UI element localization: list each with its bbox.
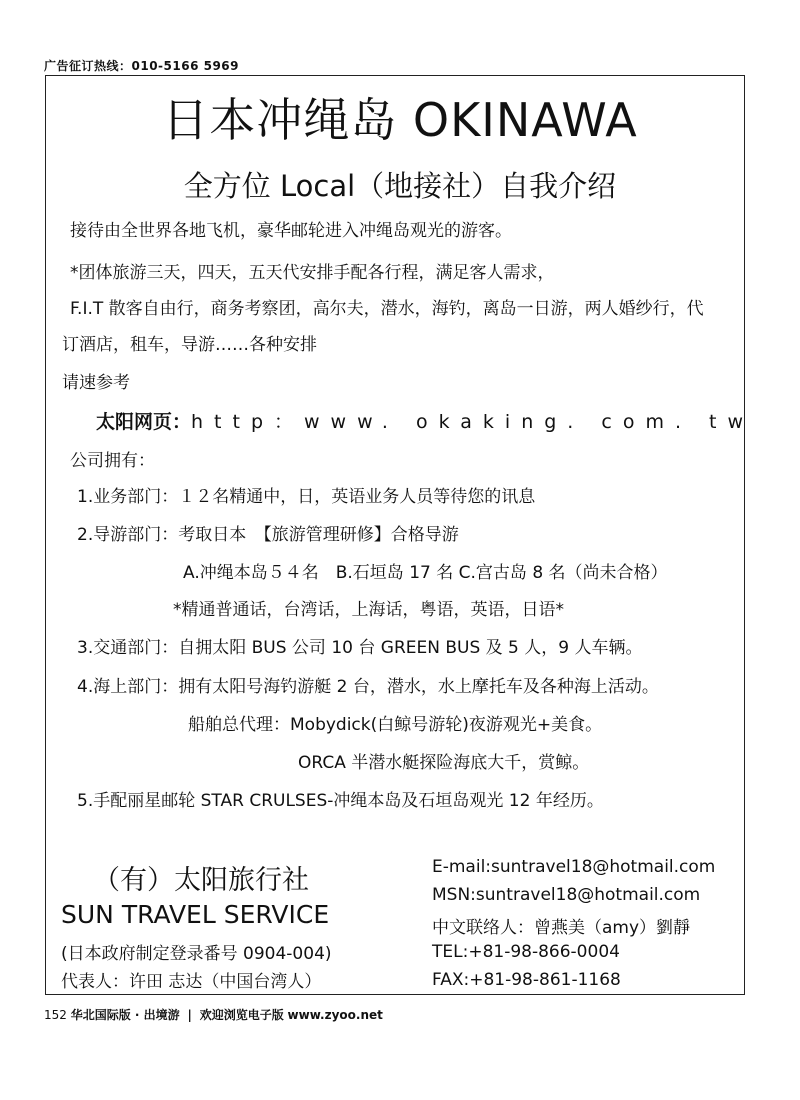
intro-line-4: 订酒店，租车，导游……各种安排: [62, 335, 317, 355]
website-label: 太阳网页：: [96, 411, 192, 433]
website-line: [96, 411, 754, 434]
magazine-name: 华北国际版 · 出境游: [70, 1008, 180, 1022]
dept-guide-languages: *精通普通话，台湾话，上海话，粤语，英语，日语*: [173, 600, 564, 620]
contact-fax: FAX:+81-98-861-1168: [432, 970, 621, 990]
dept-sales: 1.业务部门：１２名精通中，日，英语业务人员等待您的讯息: [77, 487, 536, 507]
footer-separator: |: [187, 1008, 192, 1022]
page-number: 152: [44, 1008, 67, 1022]
contact-msn[interactable]: MSN:suntravel18@hotmail.com: [432, 885, 701, 905]
ad-hotline: 广告征订热线：010-5166 5969: [44, 59, 240, 73]
contact-tel[interactable]: TEL:+81-98-866-0004: [432, 942, 620, 962]
website-link[interactable]: http：www. okaking. com. tw: [191, 411, 755, 433]
page-title: 日本冲绳岛 OKINAWA: [162, 93, 638, 147]
intro-line-2: *团体旅游三天，四天，五天代安排手配各行程，满足客人需求，: [70, 263, 555, 283]
company-name-en: SUN TRAVEL SERVICE: [61, 900, 330, 929]
dept-marine-agent: 船舶总代理：Mobydick(白鲸号游轮)夜游观光+美食。: [188, 715, 603, 735]
contact-person: 中文联络人：曾燕美（amy）劉靜: [432, 918, 691, 938]
footer-slogan: 欢迎浏览电子版: [199, 1008, 284, 1022]
dept-cruise: 5.手配丽星邮轮 STAR CRULSES-冲绳本岛及石垣岛观光 12 年经历。: [77, 791, 604, 811]
dept-marine-orca: ORCA 半潜水艇探险海底大千，赏鲸。: [298, 753, 590, 773]
page-footer: [44, 1006, 383, 1023]
intro-line-1: 接待由全世界各地飞机，豪华邮轮进入冲绳岛观光的游客。: [70, 221, 512, 241]
page-subtitle: 全方位 Local（地接社）自我介绍: [183, 169, 617, 203]
company-registration: (日本政府制定登录番号 0904-004): [61, 944, 332, 964]
intro-line-3: F.I.T 散客自由行，商务考察团，高尔夫，潜水，海钓，离岛一日游，两人婚纱行，代: [70, 299, 704, 319]
dept-marine: 4.海上部门：拥有太阳号海钓游艇 2 台，潜水，水上摩托车及各种海上活动。: [77, 677, 659, 697]
footer-website-link[interactable]: www.zyoo.net: [287, 1008, 383, 1022]
dept-guide-counts: A.冲绳本岛５４名 B.石垣岛 17 名 C.宫古岛 8 名（尚未合格）: [183, 563, 668, 583]
company-has-heading: 公司拥有：: [70, 451, 155, 471]
company-representative: 代表人：许田 志达（中国台湾人）: [61, 972, 322, 992]
dept-guide: 2.导游部门：考取日本 【旅游管理研修】合格导游: [77, 525, 459, 545]
contact-email[interactable]: E-mail:suntravel18@hotmail.com: [432, 857, 716, 877]
company-name-cn: （有）太阳旅行社: [93, 865, 309, 896]
dept-transport: 3.交通部门：自拥太阳 BUS 公司 10 台 GREEN BUS 及 5 人，9 人车辆。: [77, 638, 643, 658]
intro-line-5: 请速参考: [62, 373, 130, 393]
